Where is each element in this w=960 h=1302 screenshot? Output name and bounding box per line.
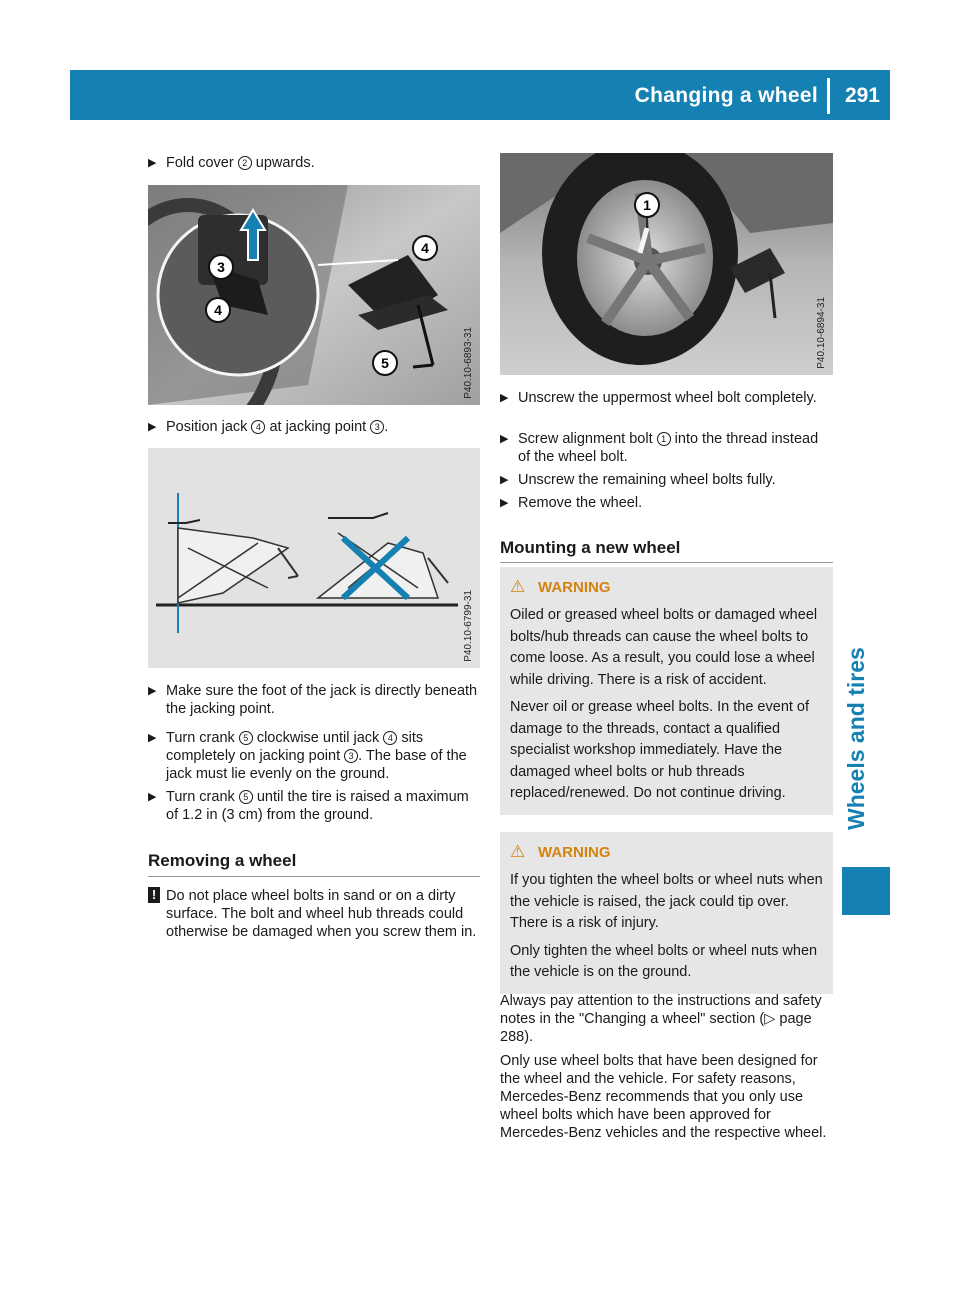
callout-1-label: 1 <box>643 197 651 213</box>
step-arrow-icon: ▶ <box>500 392 509 404</box>
callout-3-label: 3 <box>217 259 225 275</box>
header-title: Changing a wheel <box>634 84 818 107</box>
warning-triangle-icon: ⚠ <box>510 842 526 861</box>
step-position-jack: ▶ Position jack 4 at jacking point 3 . <box>148 419 389 435</box>
figure2-code: P40.10-6799-31 <box>463 590 474 662</box>
warning-title: WARNING <box>538 844 611 861</box>
figure-jack-placement <box>148 448 480 668</box>
step-arrow-icon: ▶ <box>148 421 157 433</box>
step-raise: ▶ Turn crank 5 until the tire is raised a maximum of 1.2 in (3 cm) from the ground. <box>148 789 469 823</box>
section-rule <box>148 876 480 877</box>
warning-paragraph: Oiled or greased wheel bolts or damaged wheel bolts/hub threads can cause the wheel bolts to come loose. As a result, you could lose a wheel while driving. There is a risk of accident. <box>510 607 818 688</box>
paragraph-attention: Always pay attention to the instructions and safety notes in the "Changing a wheel" section (▷ page 288). <box>500 993 822 1045</box>
warning-triangle-icon: ⚠ <box>510 577 526 596</box>
heading-removing-wheel: Removing a wheel <box>148 851 297 870</box>
header-divider <box>827 78 830 114</box>
step-arrow-icon: ▶ <box>500 433 509 445</box>
header-bar <box>70 70 890 120</box>
step-arrow-icon: ▶ <box>500 474 509 486</box>
figure1-code: P40.10-6893-31 <box>463 327 474 399</box>
warning-box-bolts <box>500 567 833 815</box>
warning-box-tighten <box>500 832 833 994</box>
warning-paragraph: If you tighten the wheel bolts or wheel nuts when the vehicle is raised, the jack could tip over. There is a risk of injury. <box>510 872 823 931</box>
side-tab-square <box>842 867 890 915</box>
notice-paragraph: ! Do not place wheel bolts in sand or on a dirty surface. The bolt and wheel hub threads could otherwise be damaged when you screw them in. <box>148 887 480 941</box>
step-unscrew-top: ▶ Unscrew the uppermost wheel bolt completely. <box>500 390 817 406</box>
step-arrow-icon: ▶ <box>500 497 509 509</box>
figure3-code: P40.10-6894-31 <box>816 297 827 369</box>
step-arrow-icon: ▶ <box>148 791 157 803</box>
warning-paragraph: Only tighten the wheel bolts or wheel nuts when the vehicle is on the ground. <box>510 942 818 980</box>
step-fold-cover: ▶ Fold cover 2 upwards. <box>148 155 315 171</box>
jack-placement-diagram <box>148 448 480 668</box>
step-arrow-icon: ▶ <box>148 685 157 697</box>
warning-title: WARNING <box>538 579 611 596</box>
callout-4-label: 4 <box>421 240 429 256</box>
step-remove-wheel: ▶ Remove the wheel. <box>500 495 643 511</box>
warning-paragraph: Never oil or grease wheel bolts. In the event of damage to the threads, contact a qualified specialist workshop immediately. Have the damaged wheel bolts or hub threads replaced/renewed. Do not continue driving. <box>510 699 810 801</box>
heading-mounting-wheel: Mounting a new wheel <box>500 538 681 557</box>
page-number: 291 <box>844 84 880 107</box>
paragraph-only-use: Only use wheel bolts that have been designed for the wheel and the vehicle. For safety reasons, Mercedes-Benz recommends that you only use wheel bolts which have been approved for Mercedes-Benz vehicles and the respective wheel. <box>500 1053 827 1141</box>
notice-icon: ! <box>148 887 160 903</box>
figure-jack-fold-cover <box>148 185 480 405</box>
step-arrow-icon: ▶ <box>148 157 157 169</box>
step-turn-crank: ▶ Turn crank 5 clockwise until jack 4 sits completely on jacking point 3 . The base of the jack must lie evenly on the ground. <box>148 730 467 782</box>
jack-cover-illustration <box>148 185 480 405</box>
callout-4-label-inset: 4 <box>214 302 222 318</box>
step-unscrew-rest: ▶ Unscrew the remaining wheel bolts fully. <box>500 472 776 488</box>
wheel-illustration <box>500 153 833 375</box>
callout-5-label: 5 <box>381 355 389 371</box>
step-alignment-bolt: ▶ Screw alignment bolt 1 into the thread instead of the wheel bolt. <box>500 431 819 465</box>
step-foot: ▶ Make sure the foot of the jack is directly beneath the jacking point. <box>148 683 478 717</box>
figure-wheel-alignment-bolt <box>500 153 833 375</box>
step-arrow-icon: ▶ <box>148 732 157 744</box>
callout-2-ref: 2 <box>238 156 252 170</box>
side-tab-text: Wheels and tires <box>843 647 869 830</box>
section-rule <box>500 562 833 563</box>
